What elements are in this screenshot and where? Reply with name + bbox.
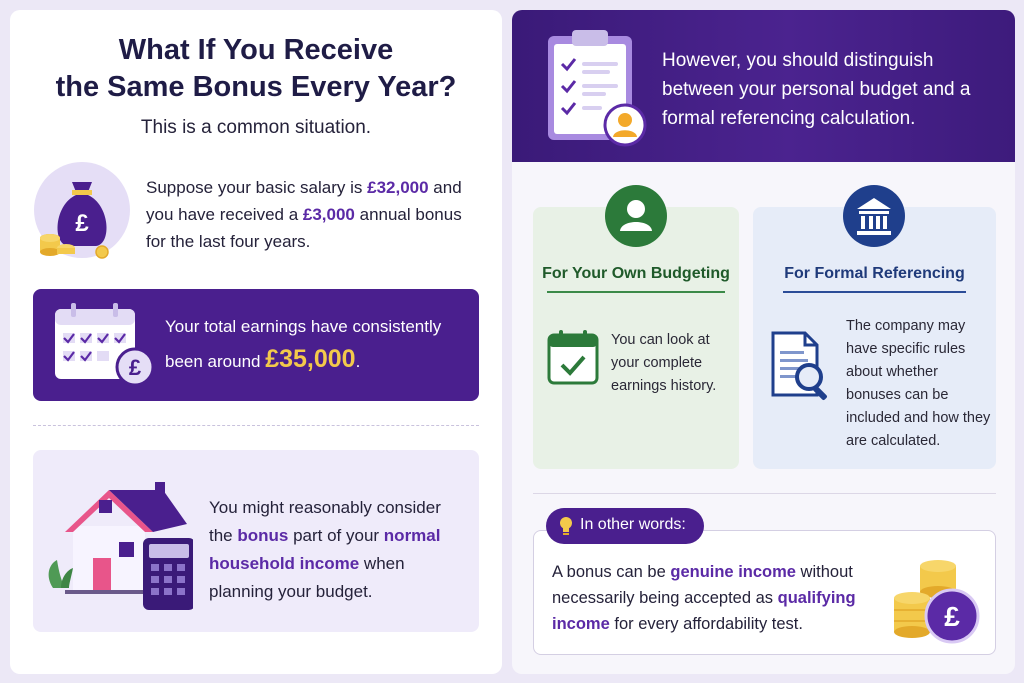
household-text-2: part of your (288, 526, 384, 545)
genuine-income-phrase: genuine income (670, 563, 796, 581)
dashed-divider (33, 425, 479, 426)
right-header (512, 10, 1015, 162)
qualifying-income-phrase: qualifying income (552, 589, 856, 633)
person-icon (605, 185, 667, 247)
in-other-words-text (552, 559, 887, 637)
left-panel (10, 10, 502, 674)
words-text-2: without necessarily being accepted as (552, 563, 853, 607)
household-card (33, 450, 479, 632)
right-divider (533, 493, 996, 494)
earnings-amount: £35,000 (265, 345, 356, 373)
coin-pound-glyph: £ (944, 601, 960, 632)
bag-pound-glyph: £ (75, 210, 89, 237)
words-text-1: A bonus can be (552, 563, 671, 581)
intro-text-3: annual bonus for the last four years. (146, 205, 462, 251)
right-panel (512, 10, 1015, 674)
formal-referencing-rule (783, 291, 966, 293)
intro-text-2: and you have received a (146, 178, 462, 224)
salary-amount: £32,000 (367, 178, 429, 197)
household-text-3: when planning your budget. (209, 554, 405, 601)
page-title (10, 32, 502, 106)
title-line-2: the Same Bonus Every Year? (55, 71, 457, 103)
calendar-check-icon (547, 329, 599, 387)
clipboard-icon (542, 24, 647, 149)
own-budgeting-card (533, 207, 739, 469)
calendar-pound-glyph: £ (128, 355, 142, 380)
normal-income-phrase: normal household income (209, 526, 441, 573)
own-budgeting-text: You can look at your complete earnings history. (611, 332, 717, 394)
household-text-1: You might reasonably consider the (209, 498, 441, 545)
intro-paragraph (146, 174, 486, 255)
own-budgeting-rule (547, 291, 725, 293)
household-text (209, 494, 469, 606)
words-text-3: for every affordability test. (609, 615, 803, 633)
in-other-words-tag (546, 508, 704, 544)
bonus-word: bonus (237, 526, 289, 545)
title-line-1: What If You Receive (118, 34, 394, 66)
formal-referencing-title: For Formal Referencing (784, 265, 965, 282)
earnings-end: . (355, 352, 361, 371)
document-search-icon (769, 329, 835, 403)
coins-icon (890, 558, 990, 646)
house-icon (43, 468, 193, 613)
money-bag-icon (32, 160, 132, 265)
right-header-text: However, you should distinguish between your personal budget and a formal referencing calculation. (662, 50, 971, 129)
lightbulb-icon (556, 515, 576, 537)
intro-text-1: Suppose your basic salary is (146, 178, 368, 197)
earnings-banner (33, 289, 479, 401)
earnings-label: Your total earnings have consistently been around (165, 317, 442, 371)
formal-referencing-card (753, 207, 996, 469)
earnings-text (165, 311, 465, 378)
subtitle: This is a common situation. (140, 117, 372, 138)
own-budgeting-title: For Your Own Budgeting (542, 265, 730, 282)
formal-referencing-text: The company may have specific rules about whether bonuses can be included and how they are calculated. (846, 318, 991, 449)
in-other-words-label: In other words: (580, 516, 686, 533)
bank-icon (843, 185, 905, 247)
calendar-icon (53, 301, 158, 391)
bonus-amount: £3,000 (302, 205, 355, 224)
